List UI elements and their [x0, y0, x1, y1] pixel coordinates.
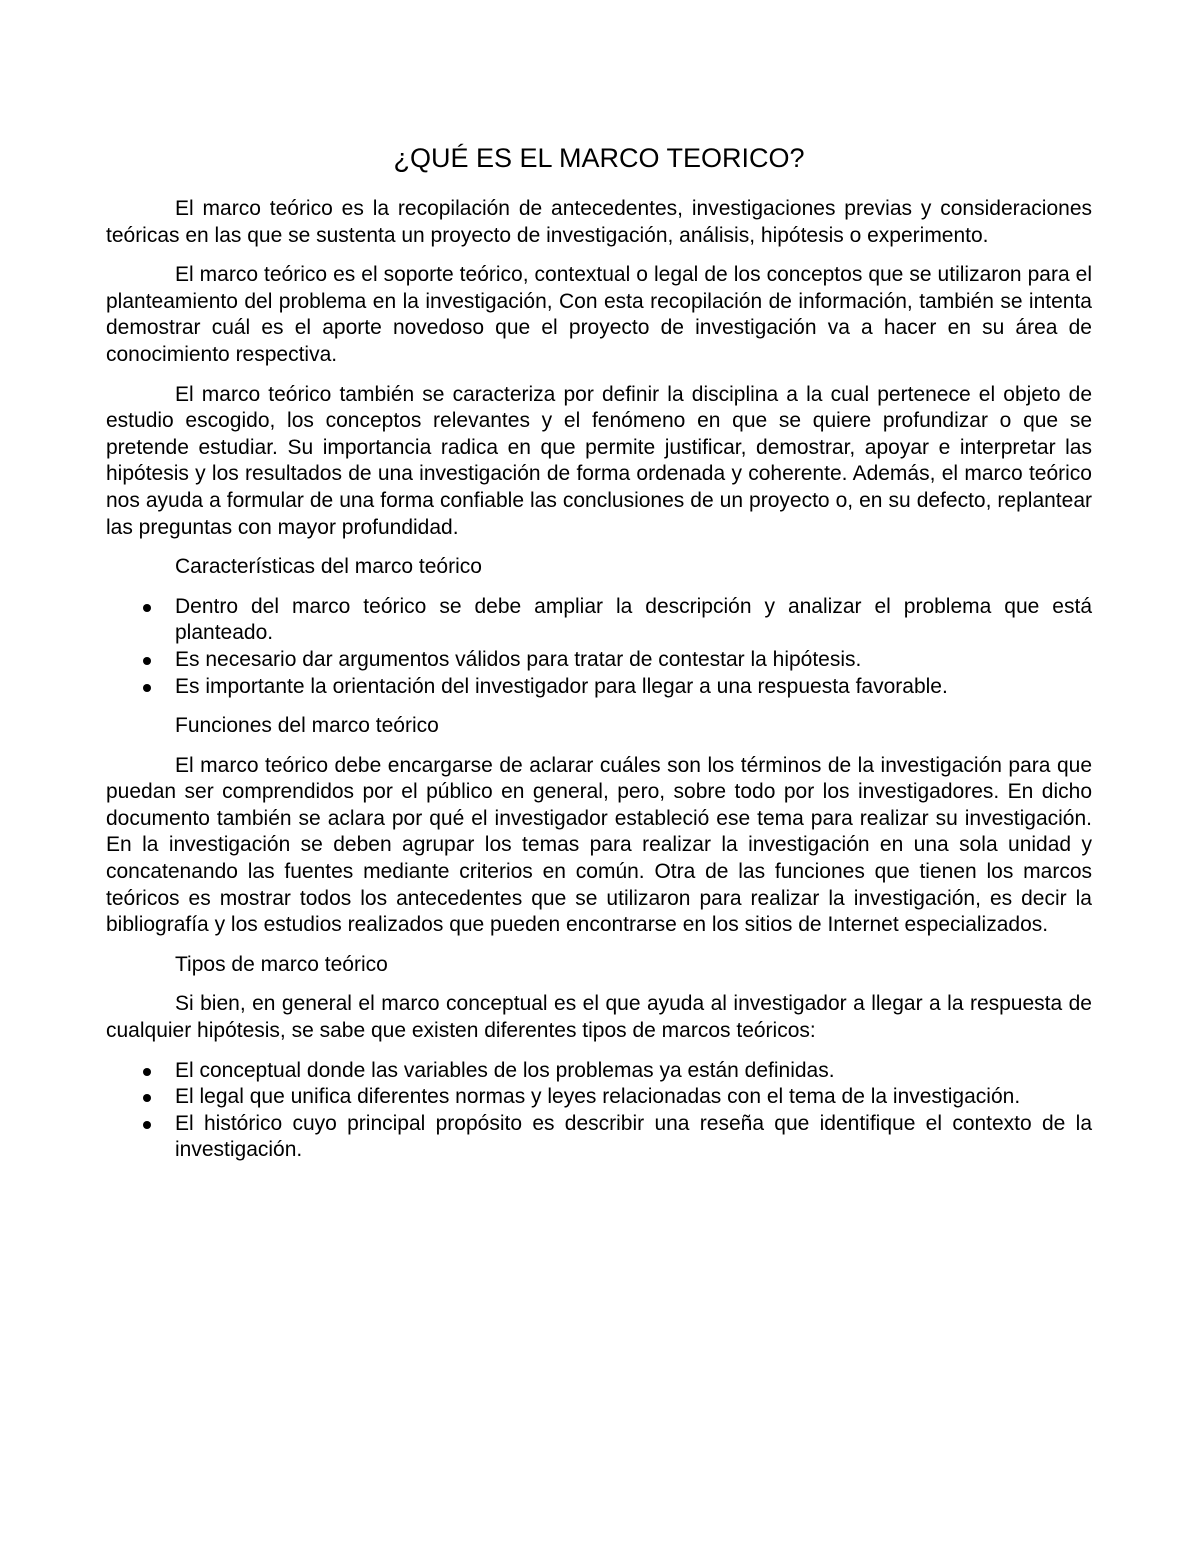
list-item-text: Dentro del marco teórico se debe ampliar la descripción y analizar el problema que está planteado.: [175, 594, 1092, 645]
list-item-text: Es necesario dar argumentos válidos para tratar de contestar la hipótesis.: [175, 647, 862, 671]
document-page: [106, 140, 1092, 1177]
paragraph-functions: El marco teórico debe encargarse de aclarar cuáles son los términos de la investigación para que puedan ser comprendidos por el público en general, pero, sobre todo por los investigadores. En dicho documento también se aclara por qué el investigador estableció ese tema para realizar su investigación. En la investigación se deben agrupar los temas para realizar la investigación en una sola unidad y concatenando las fuentes mediante criterios en común. Otra de las funciones que tienen los marcos teóricos es mostrar todos los antecedentes que se utilizaron para realizar la investigación, es decir la bibliografía y los estudios realizados que pueden encontrarse en los sitios de Internet especializados.: [106, 753, 1092, 937]
functions-heading: Funciones del marco teórico: [175, 714, 439, 738]
list-item-text: El histórico cuyo principal propósito es describir una reseña que identifique el contexto de la investigación.: [175, 1111, 1092, 1162]
list-item: [175, 674, 1092, 701]
paragraph-definition: El marco teórico es la recopilación de antecedentes, investigaciones previas y consideraciones teóricas en las que se sustenta un proyecto de investigación, análisis, hipótesis o experimento.: [106, 197, 1092, 247]
list-item: [175, 1111, 1092, 1164]
bullet-icon: [143, 684, 151, 692]
types-heading: Tipos de marco teórico: [175, 952, 388, 976]
list-item-text: El conceptual donde las variables de los problemas ya están definidas.: [175, 1058, 835, 1082]
list-item-text: Es importante la orientación del investigador para llegar a una respuesta favorable.: [175, 674, 948, 698]
types-list: [106, 1058, 1092, 1164]
paragraph-support: El marco teórico es el soporte teórico, contextual o legal de los conceptos que se utilizaron para el planteamiento del problema en la investigación, Con esta recopilación de información, también se intenta demostrar cuál es el aporte novedoso que el proyecto de investigación va a hacer en su área de conocimiento respectiva.: [106, 263, 1092, 366]
list-item: [175, 594, 1092, 647]
bullet-icon: [143, 1094, 151, 1102]
list-item: [175, 1058, 1092, 1085]
paragraph-types: Si bien, en general el marco conceptual es el que ayuda al investigador a llegar a la respuesta de cualquier hipótesis, se sabe que existen diferentes tipos de marcos teóricos:: [106, 992, 1092, 1043]
list-item-text: El legal que unifica diferentes normas y leyes relacionadas con el tema de la investigación.: [175, 1085, 1021, 1109]
list-item: [175, 1084, 1092, 1111]
bullet-icon: [143, 1068, 151, 1076]
page-title: ¿QUÉ ES EL MARCO TEORICO?: [393, 143, 805, 173]
characteristics-list: [106, 594, 1092, 700]
bullet-icon: [143, 657, 151, 665]
bullet-icon: [143, 604, 151, 612]
characteristics-heading: Características del marco teórico: [175, 555, 482, 579]
paragraph-characterization: El marco teórico también se caracteriza por definir la disciplina a la cual pertenece el objeto de estudio escogido, los conceptos relevantes y el fenómeno en que se quiere profundizar o que se pretende estudiar. Su importancia radica en que permite justificar, demostrar, apoyar e interpretar las hipótesis y los resultados de una investigación de forma ordenada y coherente. Además, el marco teórico nos ayuda a formular de una forma confiable las conclusiones de un proyecto o, en su defecto, replantear las preguntas con mayor profundidad.: [106, 382, 1092, 539]
list-item: [175, 647, 1092, 674]
bullet-icon: [143, 1121, 151, 1129]
